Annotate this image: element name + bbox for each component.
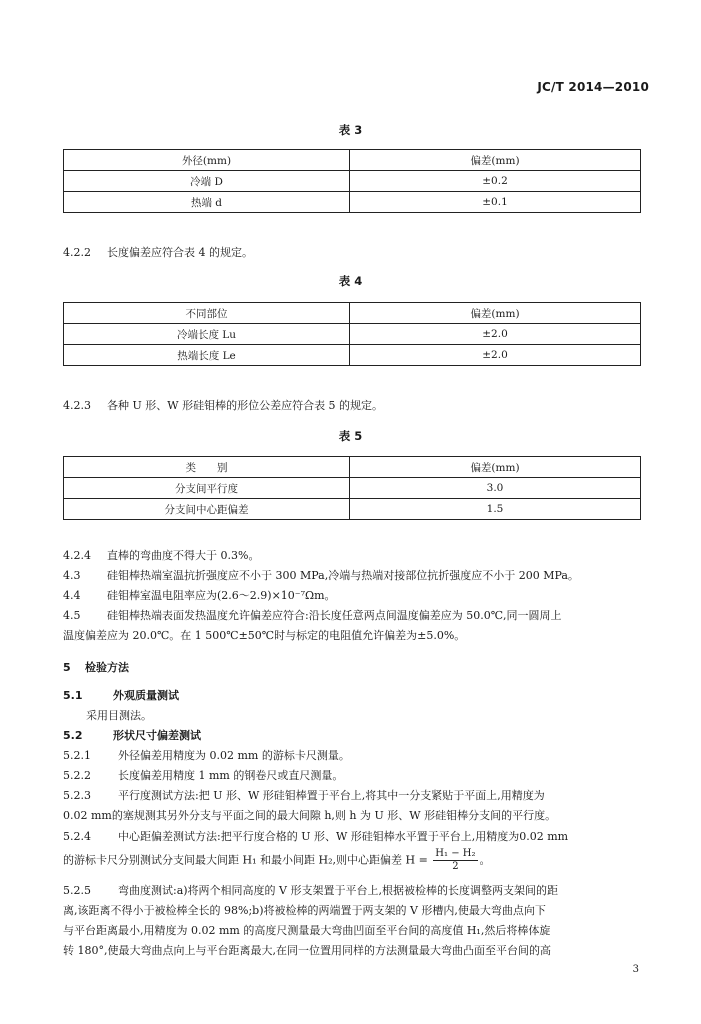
- table-cell: 冷端长度 Lu: [64, 324, 350, 345]
- clause-text: 中心距偏差测试方法:把平行度合格的 U 形、W 形硅钼棒水平置于平台上,用精度为0.02 mm: [118, 830, 569, 843]
- clause-5-1-heading: [63, 687, 179, 703]
- table4-caption: 表 4: [338, 274, 363, 288]
- clause-5-2-2: [63, 767, 343, 783]
- clause-4-5: [63, 607, 562, 623]
- clause-4-2-4: [63, 547, 259, 563]
- section-5-heading: [63, 659, 129, 675]
- table-row: [64, 171, 641, 192]
- clause-text: 长度偏差用精度 1 mm 的钢卷尺或直尺测量。: [118, 769, 344, 782]
- clause-number: 4.5: [63, 609, 81, 622]
- table-cell: ±0.2: [350, 171, 641, 192]
- table-header-row: [64, 150, 641, 171]
- clause-text: 长度偏差应符合表 4 的规定。: [107, 246, 253, 259]
- table-header-cell: 不同部位: [64, 303, 350, 324]
- clause-5-2-3: [63, 787, 545, 803]
- table5-caption: 表 5: [338, 429, 363, 443]
- page-number: 3: [632, 964, 639, 975]
- table-row: [64, 499, 641, 520]
- clause-text: 各种 U 形、W 形硅钼棒的形位公差应符合表 5 的规定。: [107, 399, 384, 412]
- clause-number: 5.1: [63, 689, 83, 702]
- clause-4-3: [63, 567, 579, 583]
- table4: [63, 302, 641, 366]
- clause-text: 平行度测试方法:把 U 形、W 形硅钼棒置于平台上,将其中一分支紧贴于平面上,用精度为: [118, 789, 545, 802]
- table-header-cell: 偏差(mm): [350, 150, 641, 171]
- table-row: [64, 345, 641, 366]
- table-cell: ±0.1: [350, 192, 641, 213]
- standard-code-header: JC/T 2014—2010: [537, 80, 649, 94]
- table-row: [64, 478, 641, 499]
- table-cell: ±2.0: [350, 345, 641, 366]
- table-cell: 冷端 D: [64, 171, 350, 192]
- clause-5-2-5: [63, 882, 558, 898]
- clause-5-2-4: [63, 828, 568, 844]
- clause-end: 。: [479, 853, 491, 867]
- clause-number: 5.2.5: [63, 884, 91, 897]
- clause-5-1-body: 采用目测法。: [86, 709, 152, 722]
- clause-number: 5.2.3: [63, 789, 91, 802]
- clause-number: 5.2.2: [63, 769, 91, 782]
- table-cell: 1.5: [350, 499, 641, 520]
- clause-number: 5.2.4: [63, 830, 91, 843]
- table-row: [64, 324, 641, 345]
- table3: [63, 149, 641, 213]
- clause-text: 硅钼棒热端室温抗折强度应不小于 300 MPa,冷端与热端对接部位抗折强度应不小于 200 MPa。: [107, 569, 579, 582]
- clause-5-2-5-cont1: 离,该距离不得小于被检棒全长的 98%;b)将被检棒的两端置于两支架的 V 形槽内,使最大弯曲点向下: [63, 904, 546, 917]
- clause-title: 形状尺寸偏差测试: [113, 729, 201, 742]
- clause-text: 硅钼棒热端表面发热温度允许偏差应符合:沿长度任意两点间温度偏差应为 50.0℃,同一圆周上: [107, 609, 562, 622]
- clause-text: 硅钼棒室温电阻率应为(2.6～2.9)×10⁻⁷Ωm。: [107, 589, 336, 602]
- clause-number: 4.2.2: [63, 246, 91, 259]
- clause-number: 4.3: [63, 569, 81, 582]
- clause-5-2-1: [63, 747, 350, 763]
- clause-text: 直棒的弯曲度不得大于 0.3%。: [107, 549, 260, 562]
- table-header-cell: 偏差(mm): [350, 303, 641, 324]
- clause-4-2-2: [63, 244, 253, 260]
- clause-5-2-5-cont3: 转 180°,使最大弯曲点向上与平台距离最大,在同一位置用同样的方法测量最大弯曲凸面至平台间的高: [63, 944, 551, 957]
- table-header-cell: 偏差(mm): [350, 457, 641, 478]
- clause-text: 外径偏差用精度为 0.02 mm 的游标卡尺测量。: [118, 749, 350, 762]
- table-header-cell: 类 别: [64, 457, 350, 478]
- clause-5-2-4-cont: [63, 848, 491, 873]
- clause-title: 外观质量测试: [113, 689, 179, 702]
- clause-5-2-5-cont2: 与平台距离最小,用精度为 0.02 mm 的高度尺测量最大弯曲凹面至平台间的高度值 H₁,然后将棒体旋: [63, 924, 551, 937]
- section-number: 5: [63, 661, 71, 674]
- clause-number: 5.2: [63, 729, 83, 742]
- table5: [63, 456, 641, 520]
- clause-5-2-3-cont: 0.02 mm的塞规测其另外分支与平面之间的最大间隙 h,则 h 为 U 形、W 形硅钼棒分支间的平行度。: [63, 809, 557, 822]
- clause-4-5-cont: 温度偏差应为 20.0℃。在 1 500℃±50℃时与标定的电阻值允许偏差为±5.0%。: [63, 629, 466, 642]
- clause-5-2-heading: [63, 727, 201, 743]
- clause-4-2-3: [63, 397, 383, 413]
- clause-text: 弯曲度测试:a)将两个相同高度的 V 形支架置于平台上,根据被检棒的长度调整两支架间的距: [118, 884, 558, 897]
- clause-4-4: [63, 587, 336, 603]
- table3-caption: 表 3: [338, 123, 363, 137]
- table-cell: 分支间平行度: [64, 478, 350, 499]
- clause-number: 4.2.3: [63, 399, 91, 412]
- clause-text: 的游标卡尺分别测试分支间最大间距 H₁ 和最小间距 H₂,则中心距偏差 H =: [63, 853, 428, 867]
- center-distance-fraction: [433, 848, 477, 873]
- table-cell: 3.0: [350, 478, 641, 499]
- table-cell: 分支间中心距偏差: [64, 499, 350, 520]
- clause-number: 4.4: [63, 589, 81, 602]
- table-header-row: [64, 457, 641, 478]
- table-cell: ±2.0: [350, 324, 641, 345]
- clause-number: 5.2.1: [63, 749, 91, 762]
- table-row: [64, 192, 641, 213]
- fraction-denominator: 2: [452, 861, 459, 872]
- table-cell: 热端长度 Le: [64, 345, 350, 366]
- fraction-numerator: H₁ − H₂: [435, 848, 476, 859]
- clause-number: 4.2.4: [63, 549, 91, 562]
- section-title: 检验方法: [85, 661, 129, 674]
- table-cell: 热端 d: [64, 192, 350, 213]
- table-header-cell: 外径(mm): [64, 150, 350, 171]
- table-header-row: [64, 303, 641, 324]
